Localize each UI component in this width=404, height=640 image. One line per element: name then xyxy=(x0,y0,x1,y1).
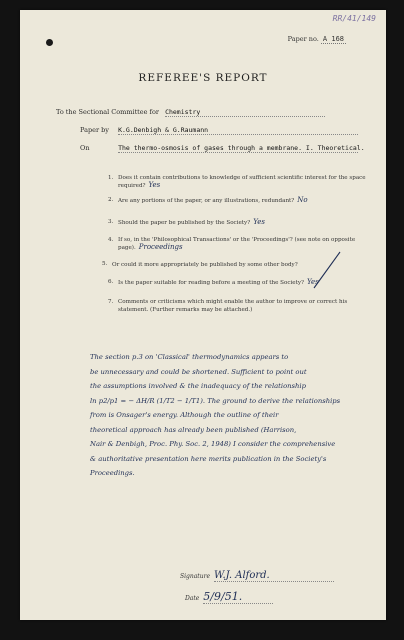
on-label: On xyxy=(80,144,90,152)
answer-3: Yes xyxy=(253,218,265,226)
date-row xyxy=(185,590,273,604)
signature-label: Signature xyxy=(180,573,211,580)
committee-label: To the Sectional Committee for xyxy=(56,108,159,116)
date-label: Date xyxy=(185,595,200,602)
answer-4: Proceedings xyxy=(138,243,183,251)
paper-by-field xyxy=(118,126,358,135)
committee-value: Chemistry xyxy=(165,108,201,116)
paper-number xyxy=(288,35,346,43)
on-value: The thermo-osmosis of gases through a membrane. I. Theoretical. xyxy=(118,144,365,152)
archive-reference: RR/41/149 xyxy=(332,14,376,23)
paper-by-value: K.G.Denbigh & G.Raumann xyxy=(118,126,209,134)
punch-hole xyxy=(46,39,53,46)
committee-field xyxy=(165,108,325,117)
tick-mark xyxy=(312,250,342,290)
page-title: REFEREE'S REPORT xyxy=(138,72,268,84)
paper-number-label: Paper no. xyxy=(287,35,319,43)
on-field xyxy=(118,144,365,153)
answer-1: Yes xyxy=(148,181,161,189)
paper-number-value: A 168 xyxy=(322,35,344,43)
date-value: 5/9/51. xyxy=(203,590,243,603)
answer-6: Yes xyxy=(307,278,319,286)
answer-2: No xyxy=(297,196,308,204)
signature-value: W.J. Alford. xyxy=(213,570,270,581)
paper-by-label: Paper by xyxy=(80,126,109,134)
committee-row xyxy=(56,108,325,117)
signature-row xyxy=(180,570,334,582)
paper-by-row xyxy=(80,126,358,135)
referee-remarks: The section p.3 on 'Classical' thermodynamics appears to be unnecessary and could be shortened. Sufficient to point out the assumptions involved & the inadequacy of the relationship ln p2/p1 = − ΔH/R (1/T2 − 1/T1). The ground to derive the relationships from is Onsager's energy. Although the outline of their theoretical approach has already been published (Harrison, Nair & Denbigh, Proc. Phy. Soc. 2, 1948) I consider the comprehensive & authoritative presentation here merits publication in the Society's Proceedings. xyxy=(90,353,341,477)
report-sheet: RR/41/149 Paper no. A 168 REFEREE'S REPORT To the Sectional Committee for Chemistry Paper by K.G.Denbigh & G.Raumann On The thermo-osmosis of gases through a membrane. I. Theoretical. 1. Does it contain contributions to knowledge of sufficient scientific interest for the space required? Yes 2. Are any portions of the paper, or any illustrations, redundant? No 3. Should the paper be published by the Society? Yes 4. If so, in the 'Philosophical Transactions' or the 'Proceedings'? (see note on opposite page). Proceedings 5. Or could it more appropriately be published by some other body? 6. Is the paper suitable for reading before a meeting of the Society? Yes 7. Comments or criticisms which might enable the author to improve or correct his statement. (Further remarks may be attached.) The section p.3 on 'Classical' thermodynamics appears to be unnecessary and could be shortened. Sufficient to point out the assumptions involved & the inadequacy of the relationship ln p2/p1 = − ΔH/R (1/T2 − 1/T1). The ground to derive the relationships from is Onsager's energy. Although the outline of their theoretical approach has already been published (Harrison, Nair & Denbigh, Proc. Phy. Soc. 2, 1948) I consider the comprehensive & authoritative presentation here merits publication in the Society's Proceedings. Signature W.J. Alford. Date 5/9/51. xyxy=(20,10,386,620)
on-row xyxy=(80,144,365,153)
